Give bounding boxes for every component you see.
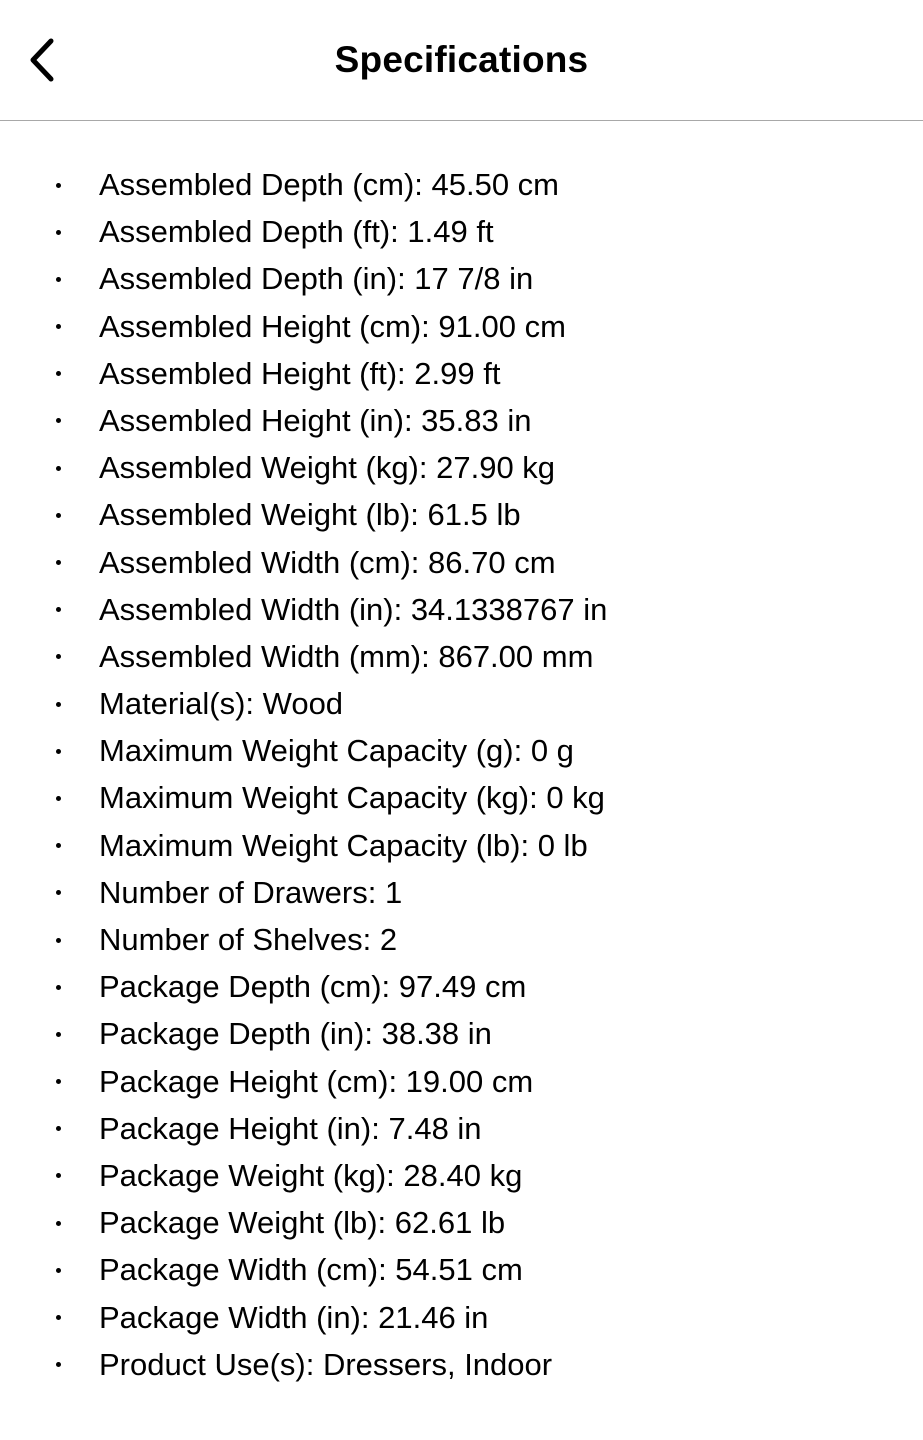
- specifications-list: [0, 161, 923, 1388]
- spec-list-item: [0, 444, 923, 491]
- spec-text: Assembled Depth (in): 17 7/8 in: [99, 261, 534, 297]
- spec-text: Number of Drawers: 1: [99, 874, 403, 910]
- spec-text: Assembled Depth (ft): 1.49 ft: [99, 214, 494, 250]
- spec-text: Package Width (cm): 54.51 cm: [99, 1252, 523, 1288]
- spec-list-item: [0, 397, 923, 444]
- spec-list-item: [0, 161, 923, 208]
- bullet-icon: [56, 1268, 61, 1273]
- spec-text: Assembled Width (in): 34.1338767 in: [99, 591, 608, 627]
- bullet-icon: [56, 843, 61, 848]
- bullet-icon: [56, 560, 61, 565]
- spec-text: Assembled Weight (lb): 61.5 lb: [99, 497, 521, 533]
- spec-text: Package Weight (lb): 62.61 lb: [99, 1205, 506, 1241]
- spec-text: Product Use(s): Dressers, Indoor: [99, 1346, 553, 1382]
- bullet-icon: [56, 1032, 61, 1037]
- header-bar: [0, 0, 923, 121]
- spec-list-item: [0, 208, 923, 255]
- spec-text: Package Depth (in): 38.38 in: [99, 1016, 492, 1052]
- bullet-icon: [56, 1315, 61, 1320]
- spec-list-item: [0, 586, 923, 633]
- bullet-icon: [56, 324, 61, 329]
- spec-text: Package Weight (kg): 28.40 kg: [99, 1157, 523, 1193]
- spec-text: Maximum Weight Capacity (kg): 0 kg: [99, 780, 605, 816]
- spec-list-item: [0, 680, 923, 727]
- bullet-icon: [56, 418, 61, 423]
- spec-list-item: [0, 539, 923, 586]
- spec-text: Package Height (in): 7.48 in: [99, 1110, 482, 1146]
- spec-list-item: [0, 869, 923, 916]
- spec-text: Maximum Weight Capacity (g): 0 g: [99, 733, 574, 769]
- spec-text: Assembled Height (ft): 2.99 ft: [99, 355, 501, 391]
- bullet-icon: [56, 654, 61, 659]
- bullet-icon: [56, 371, 61, 376]
- bullet-icon: [56, 513, 61, 518]
- page-title: Specifications: [334, 39, 589, 80]
- bullet-icon: [56, 702, 61, 707]
- bullet-icon: [56, 1221, 61, 1226]
- spec-list-item: [0, 1010, 923, 1057]
- spec-text: Material(s): Wood: [99, 686, 344, 722]
- bullet-icon: [56, 466, 61, 471]
- spec-list-item: [0, 491, 923, 538]
- spec-list-item: [0, 963, 923, 1010]
- spec-list-item: [0, 255, 923, 302]
- spec-list-item: [0, 350, 923, 397]
- bullet-icon: [56, 938, 61, 943]
- spec-text: Assembled Height (in): 35.83 in: [99, 402, 532, 438]
- spec-list-item: [0, 916, 923, 963]
- spec-text: Assembled Depth (cm): 45.50 cm: [99, 167, 560, 202]
- spec-text: Assembled Height (cm): 91.00 cm: [99, 308, 566, 344]
- bullet-icon: [56, 1173, 61, 1178]
- bullet-icon: [56, 183, 61, 188]
- bullet-icon: [56, 230, 61, 235]
- bullet-icon: [56, 749, 61, 754]
- bullet-icon: [56, 277, 61, 282]
- spec-text: Package Height (cm): 19.00 cm: [99, 1063, 534, 1099]
- bullet-icon: [56, 1126, 61, 1131]
- spec-text: Number of Shelves: 2: [99, 922, 398, 957]
- spec-list-item: [0, 1246, 923, 1293]
- spec-list-item: [0, 1341, 923, 1388]
- spec-list-item: [0, 727, 923, 774]
- spec-text: Maximum Weight Capacity (lb): 0 lb: [99, 827, 588, 863]
- spec-list-item: [0, 1199, 923, 1246]
- bullet-icon: [56, 1362, 61, 1367]
- spec-text: Assembled Width (mm): 867.00 mm: [99, 638, 594, 674]
- spec-text: Package Depth (cm): 97.49 cm: [99, 969, 527, 1005]
- bullet-icon: [56, 796, 61, 801]
- spec-text: Assembled Weight (kg): 27.90 kg: [99, 450, 556, 486]
- spec-list-item: [0, 1058, 923, 1105]
- spec-list-item: [0, 1105, 923, 1152]
- bullet-icon: [56, 985, 61, 990]
- bullet-icon: [56, 1079, 61, 1084]
- spec-text: Package Width (in): 21.46 in: [99, 1299, 489, 1335]
- spec-text: Assembled Width (cm): 86.70 cm: [99, 544, 556, 580]
- bullet-icon: [56, 607, 61, 612]
- spec-list-item: [0, 774, 923, 821]
- spec-list-item: [0, 822, 923, 869]
- spec-list-item: [0, 1294, 923, 1341]
- bullet-icon: [56, 890, 61, 895]
- spec-list-item: [0, 1152, 923, 1199]
- spec-list-item: [0, 303, 923, 350]
- spec-list-item: [0, 633, 923, 680]
